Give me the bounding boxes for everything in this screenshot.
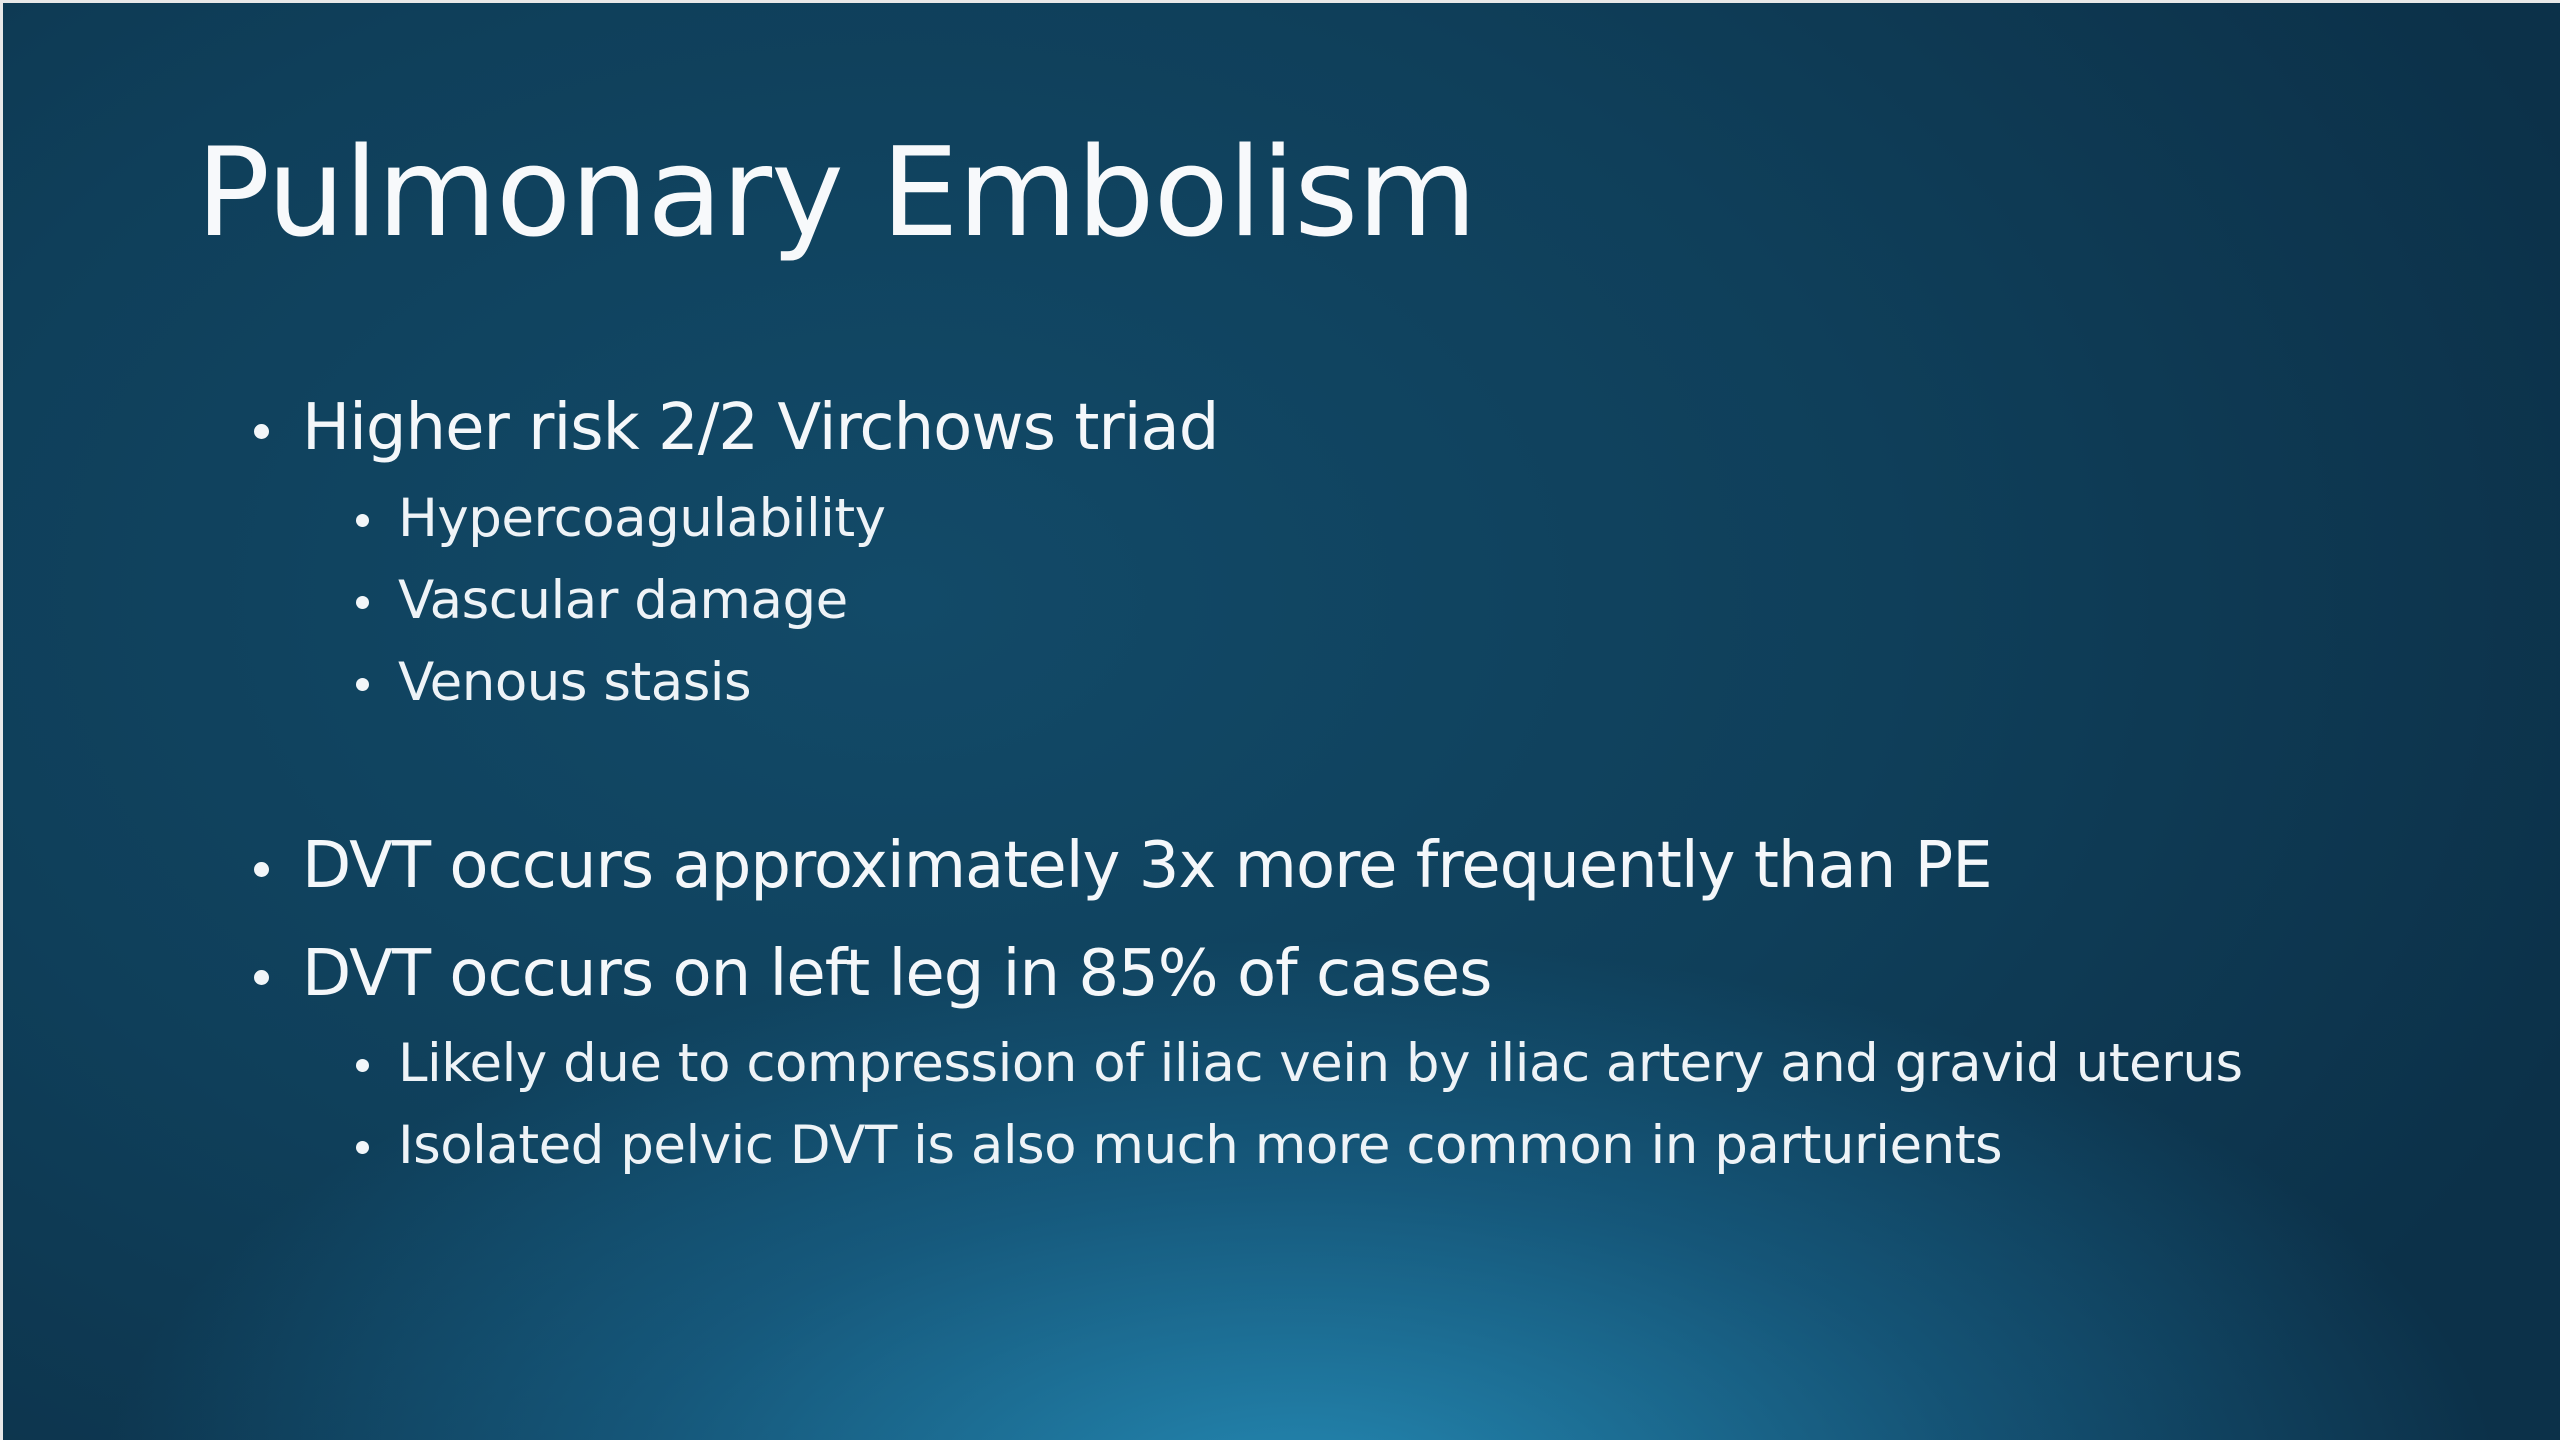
bullet-dot-icon <box>356 1059 369 1072</box>
slide-frame-left-edge <box>0 0 3 1440</box>
bullet-dot-icon <box>254 862 269 877</box>
bullet-dot-icon <box>356 1141 369 1154</box>
bullet-text: DVT occurs approximately 3x more frequently than PE <box>302 829 1992 903</box>
sub-bullet-text: Likely due to compression of iliac vein by iliac artery and gravid uterus <box>398 1033 2243 1094</box>
bullet-dot-icon <box>254 970 269 985</box>
sub-bullet-venous-stasis <box>398 652 752 713</box>
bullet-dvt-left-leg <box>302 937 1492 1011</box>
sub-bullet-iliac-compression <box>398 1033 2243 1094</box>
sub-bullet-text: Venous stasis <box>398 652 752 713</box>
bullet-text: Higher risk 2/2 Virchows triad <box>302 391 1219 465</box>
sub-bullet-hypercoagulability <box>398 488 886 549</box>
sub-bullet-text: Vascular damage <box>398 570 848 631</box>
bullet-text: DVT occurs on left leg in 85% of cases <box>302 937 1492 1011</box>
slide-title: Pulmonary Embolism <box>196 122 1477 265</box>
sub-bullet-vascular-damage <box>398 570 848 631</box>
sub-bullet-text: Isolated pelvic DVT is also much more common in parturients <box>398 1115 2003 1176</box>
bullet-virchows-triad <box>302 391 1219 465</box>
bullet-dot-icon <box>356 596 369 609</box>
bullet-dot-icon <box>356 678 369 691</box>
slide-frame-top-edge <box>0 0 2560 3</box>
bullet-dot-icon <box>254 424 269 439</box>
bullet-dvt-frequency <box>302 829 1992 903</box>
bullet-dot-icon <box>356 514 369 527</box>
sub-bullet-pelvic-dvt <box>398 1115 2003 1176</box>
sub-bullet-text: Hypercoagulability <box>398 488 886 549</box>
